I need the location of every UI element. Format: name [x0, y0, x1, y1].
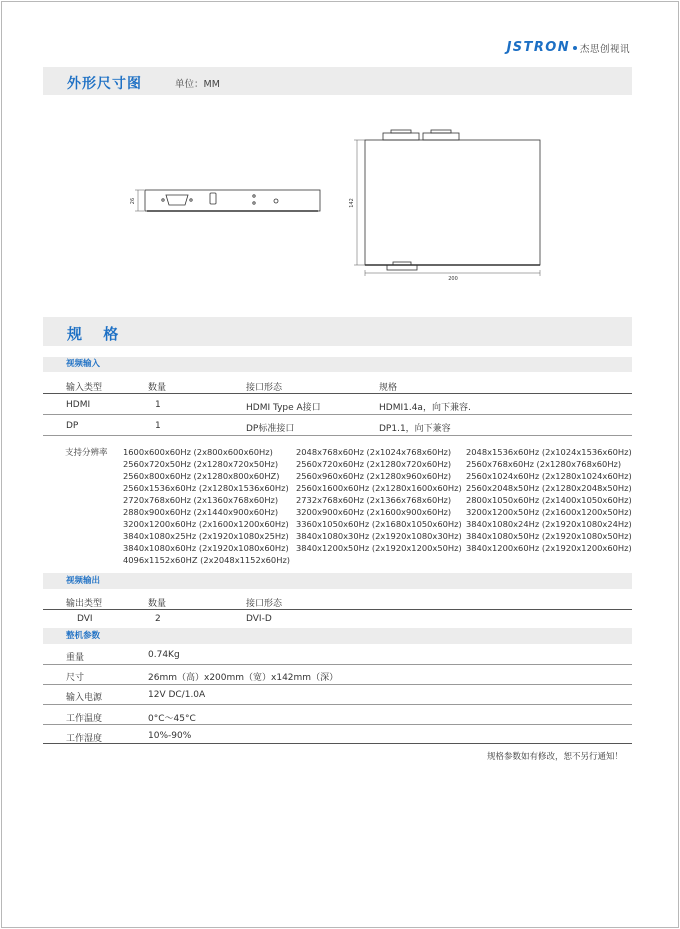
front-view-body	[145, 190, 320, 211]
divider	[43, 684, 632, 685]
list-item: 2560x1600x60Hz (2x1280x1600x60Hz)	[296, 483, 462, 493]
col-interface: 接口形态	[246, 383, 283, 393]
cell-qty: 2	[155, 614, 161, 624]
list-item: 3840x1200x50Hz (2x1920x1200x50Hz)	[296, 543, 462, 553]
param-value: 26mm（高）x200mm（宽）x142mm（深）	[148, 673, 339, 683]
divider	[43, 609, 632, 610]
list-item: 3200x900x60Hz (2x1600x900x60Hz)	[296, 507, 452, 517]
list-item: 3840x1080x50Hz (2x1920x1080x50Hz)	[466, 531, 632, 541]
machine-heading: 整机参数	[43, 628, 632, 644]
list-item: 2800x1050x60Hz (2x1400x1050x60Hz)	[466, 495, 632, 505]
cell-interface: HDMI Type A接口	[246, 403, 321, 413]
top-connector-right	[423, 133, 459, 140]
list-item: 3840x1080x25Hz (2x1920x1080x25Hz)	[123, 531, 289, 541]
front-height-label: 26	[130, 197, 136, 205]
list-item: 2560x1024x60Hz (2x1280x1024x60Hz)	[466, 471, 632, 481]
dimensions-title: 外形尺寸图	[67, 76, 142, 92]
param-label: 工作温度	[66, 714, 103, 724]
cell-type: DVI	[77, 614, 93, 624]
top-width-label: 200	[448, 276, 458, 282]
list-item: 3840x1080x30Hz (2x1920x1080x30Hz)	[296, 531, 462, 541]
param-label: 工作湿度	[66, 734, 103, 744]
cell-qty: 1	[155, 400, 161, 410]
divider	[43, 393, 632, 394]
specs-header	[43, 317, 632, 346]
front-usb-icon	[210, 193, 216, 204]
list-item: 2560x720x60Hz (2x1280x720x60Hz)	[296, 459, 452, 469]
param-label: 重量	[66, 653, 85, 663]
dimensions-header	[43, 67, 632, 95]
top-depth-label: 142	[349, 198, 355, 208]
resolution-label: 支持分辨率	[65, 448, 108, 458]
cell-qty: 1	[155, 421, 161, 431]
bottom-connector	[387, 265, 417, 270]
list-item: 4096x1152x60HZ (2x2048x1152x60Hz)	[123, 555, 291, 565]
list-item: 2560x768x60Hz (2x1280x768x60Hz)	[466, 459, 622, 469]
list-item: 2560x1536x60Hz (2x1280x1536x60Hz)	[123, 483, 289, 493]
cell-spec: DP1.1，向下兼容	[379, 424, 451, 434]
top-connector-left	[383, 133, 419, 140]
resolution-list-3	[466, 446, 632, 554]
list-item: 1600x600x60Hz (2x800x600x60Hz)	[123, 447, 273, 457]
video-input-heading: 视频输入	[43, 357, 632, 372]
top-view-body	[365, 140, 540, 265]
specs-title: 规 格	[67, 325, 127, 343]
video-output-heading: 视频输出	[43, 573, 632, 589]
resolution-list-1	[123, 446, 290, 566]
list-item: 3840x1080x24Hz (2x1920x1080x24Hz)	[466, 519, 632, 529]
param-value: 10%-90%	[148, 731, 192, 741]
cell-type: HDMI	[66, 400, 91, 410]
divider	[43, 435, 632, 436]
list-item: 3840x1080x60Hz (2x1920x1080x60Hz)	[123, 543, 289, 553]
list-item: 2048x1536x60Hz (2x1024x1536x60Hz)	[466, 447, 632, 457]
front-port-icon	[166, 195, 188, 205]
param-value: 12V DC/1.0A	[148, 690, 206, 700]
param-value: 0.74Kg	[148, 650, 180, 660]
list-item: 2560x2048x50Hz (2x1280x2048x50Hz)	[466, 483, 632, 493]
col-interface: 接口形态	[246, 599, 283, 609]
list-item: 2720x768x60Hz (2x1360x768x60Hz)	[123, 495, 279, 505]
list-item: 2732x768x60Hz (2x1366x768x60Hz)	[296, 495, 452, 505]
col-quantity: 数量	[148, 383, 167, 393]
list-item: 3200x1200x60Hz (2x1600x1200x60Hz)	[123, 519, 289, 529]
divider	[43, 664, 632, 665]
brand-dot	[573, 46, 577, 50]
top-view	[365, 130, 540, 270]
front-button-icon	[274, 199, 278, 203]
list-item: 2560x960x60Hz (2x1280x960x60Hz)	[296, 471, 452, 481]
divider	[43, 743, 632, 744]
dimensions-unit: 单位：MM	[175, 79, 220, 90]
param-value: 0°C～45°C	[148, 714, 196, 724]
param-label: 尺寸	[66, 673, 85, 683]
footnote: 规格参数如有修改，恕不另行通知！	[486, 752, 623, 762]
divider	[43, 704, 632, 705]
brand-name: 杰思创视讯	[579, 43, 630, 55]
param-label: 输入电源	[66, 693, 103, 703]
divider	[43, 414, 632, 415]
cell-interface: DP标准接口	[246, 424, 295, 434]
divider	[43, 724, 632, 725]
brand-wordmark: JSTRON	[506, 40, 570, 55]
col-output-type: 输出类型	[66, 599, 103, 609]
cell-spec: HDMI1.4a，向下兼容.	[379, 403, 471, 413]
brand-logo	[507, 40, 630, 55]
col-spec: 规格	[379, 383, 398, 393]
dimension-drawing	[125, 125, 565, 285]
list-item: 3840x1200x60Hz (2x1920x1200x60Hz)	[466, 543, 632, 553]
list-item: 3360x1050x60Hz (2x1680x1050x60Hz)	[296, 519, 462, 529]
cell-type: DP	[66, 421, 79, 431]
front-view	[145, 190, 320, 211]
col-input-type: 输入类型	[66, 383, 103, 393]
front-led-icon	[253, 195, 255, 197]
list-item: 2048x768x60Hz (2x1024x768x60Hz)	[296, 447, 452, 457]
list-item: 2560x800x60Hz (2x1280x800x60HZ)	[123, 471, 280, 481]
top-dimensions	[354, 140, 540, 276]
resolution-list-2	[296, 446, 462, 554]
list-item: 2560x720x50Hz (2x1280x720x50Hz)	[123, 459, 279, 469]
cell-interface: DVI-D	[246, 614, 272, 624]
front-dimension	[135, 190, 144, 211]
list-item: 3200x1200x50Hz (2x1600x1200x50Hz)	[466, 507, 632, 517]
col-quantity: 数量	[148, 599, 167, 609]
list-item: 2880x900x60Hz (2x1440x900x60Hz)	[123, 507, 279, 517]
